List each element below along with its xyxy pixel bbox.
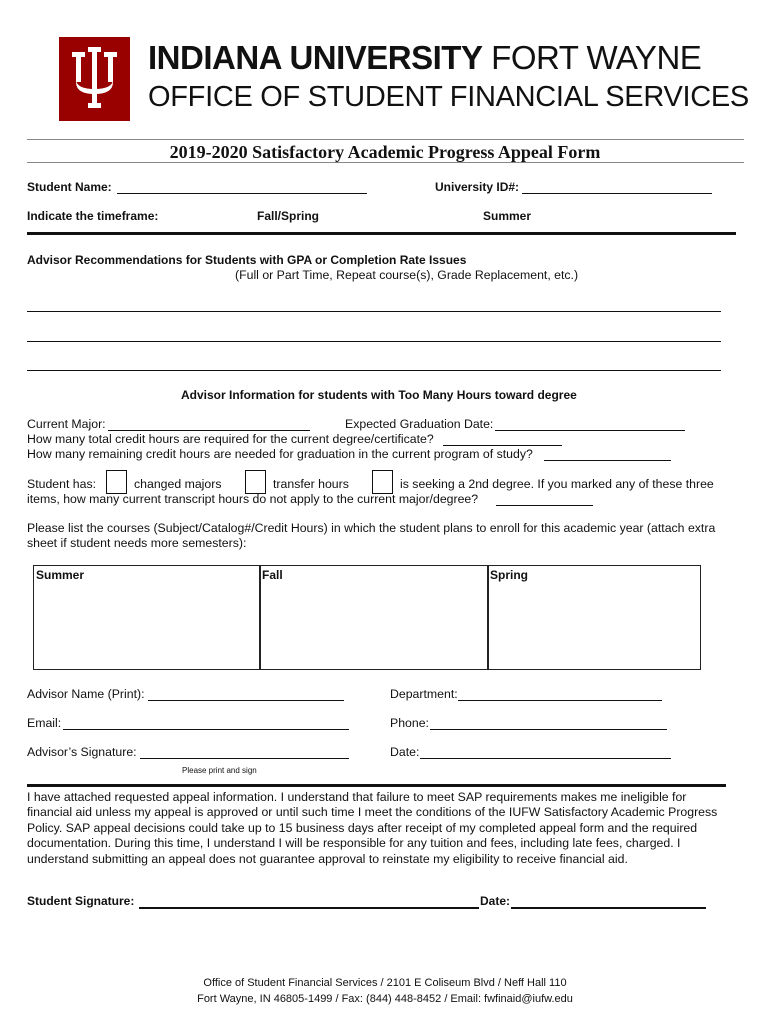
footer-contact: Fort Wayne, IN 46805-1499 / Fax: (844) 448-8452 / Email: fwfinaid@iufw.edu <box>197 993 573 1005</box>
university-id-field[interactable] <box>522 193 712 194</box>
print-sign-note: Please print and sign <box>182 766 257 775</box>
items-hours-field[interactable] <box>496 505 593 506</box>
courses-fall-header: Fall <box>262 568 283 582</box>
student-signature-label: Student Signature: <box>27 894 135 908</box>
advisor-rec-subheading: (Full or Part Time, Repeat course(s), Grade Replacement, etc.) <box>235 268 579 282</box>
footer-address: Office of Student Financial Services / 2101 E Coliseum Blvd / Neff Hall 110 <box>203 977 567 989</box>
advisor-signature-field[interactable] <box>140 758 349 759</box>
department-field[interactable] <box>458 700 662 701</box>
statement-line-3: Policy. SAP appeal decisions could take up to 15 business days after receipt of my completed appeal form and the required <box>27 820 698 835</box>
total-hours-field[interactable] <box>443 445 562 446</box>
statement-divider <box>27 784 726 787</box>
email-label: Email: <box>27 716 62 730</box>
email-field[interactable] <box>63 729 349 730</box>
advisor-name-field[interactable] <box>148 700 344 701</box>
statement-line-5: understand submitting an appeal does not guarantee approval to reinstate my eligibility to receive financial aid. <box>27 851 628 866</box>
items-hours-label: items, how many current transcript hours do not apply to the current major/degree? <box>27 492 479 506</box>
recommendation-line-3[interactable] <box>27 370 721 371</box>
university-id-label: University ID#: <box>435 180 520 194</box>
phone-field[interactable] <box>430 729 667 730</box>
courses-prompt-2: sheet if student needs more semesters): <box>27 536 247 550</box>
student-has-label: Student has: <box>27 477 97 491</box>
section-divider <box>27 232 736 235</box>
timeframe-summer[interactable]: Summer <box>483 209 532 223</box>
office-name: OFFICE OF STUDENT FINANCIAL SERVICES <box>148 81 749 113</box>
advisor-date-label: Date: <box>390 745 420 759</box>
student-date-label: Date: <box>480 894 511 908</box>
second-degree-label: is seeking a 2nd degree. If you marked any of these three <box>400 477 714 491</box>
timeframe-fall-spring[interactable]: Fall/Spring <box>257 209 320 223</box>
student-signature-field[interactable] <box>139 907 479 909</box>
university-campus: FORT WAYNE <box>491 39 702 76</box>
advisor-info-heading: Advisor Information for students with Too Many Hours toward degree <box>181 388 577 402</box>
second-degree-checkbox[interactable] <box>372 470 393 494</box>
iu-trident-logo <box>59 37 130 121</box>
timeframe-label: Indicate the timeframe: <box>27 209 159 223</box>
courses-prompt-1: Please list the courses (Subject/Catalog#/Credit Hours) in which the student plans to enroll for this academic year (attach extra <box>27 521 716 535</box>
expected-grad-label: Expected Graduation Date: <box>345 417 494 431</box>
advisor-signature-label: Advisor’s Signature: <box>27 745 137 759</box>
title-divider <box>27 162 744 163</box>
courses-spring-cell[interactable] <box>487 565 701 670</box>
transfer-hours-label: transfer hours <box>273 477 349 491</box>
advisor-date-field[interactable] <box>420 758 671 759</box>
recommendation-line-2[interactable] <box>27 341 721 342</box>
total-hours-label: How many total credit hours are required for the current degree/certificate? <box>27 432 434 446</box>
advisor-rec-heading: Advisor Recommendations for Students with GPA or Completion Rate Issues <box>27 253 467 267</box>
advisor-name-label: Advisor Name (Print): <box>27 687 145 701</box>
courses-spring-header: Spring <box>490 568 528 582</box>
header-divider <box>27 139 744 140</box>
student-name-field[interactable] <box>117 193 367 194</box>
form-title: 2019-2020 Satisfactory Academic Progress Appeal Form <box>169 142 601 162</box>
university-bold: INDIANA UNIVERSITY <box>148 39 483 76</box>
student-date-field[interactable] <box>511 907 706 909</box>
appeal-statement <box>27 790 717 867</box>
remaining-hours-label: How many remaining credit hours are needed for graduation in the current program of study? <box>27 447 533 461</box>
transfer-hours-checkbox[interactable] <box>245 470 266 494</box>
courses-summer-cell[interactable] <box>33 565 261 670</box>
department-label: Department: <box>390 687 458 701</box>
statement-line-1: I have attached requested appeal information. I understand that failure to meet SAP requirements makes me ineligible for <box>27 790 687 804</box>
remaining-hours-field[interactable] <box>544 460 671 461</box>
changed-majors-label: changed majors <box>134 477 222 491</box>
university-name <box>148 40 701 76</box>
statement-line-2: financial aid unless my appeal is approved or until such time I meet the conditions of the IUFW Satisfactory Academic Progress <box>27 805 718 820</box>
changed-majors-checkbox[interactable] <box>106 470 127 494</box>
trident-icon <box>59 37 130 121</box>
recommendation-line-1[interactable] <box>27 311 721 312</box>
expected-grad-field[interactable] <box>495 430 685 431</box>
phone-label: Phone: <box>390 716 429 730</box>
statement-line-4: documentation. During this time, I understand I will be responsible for any tuition and fees, including late fees, charged. I <box>27 836 681 851</box>
current-major-label: Current Major: <box>27 417 106 431</box>
courses-fall-cell[interactable] <box>259 565 489 670</box>
student-name-label: Student Name: <box>27 180 112 194</box>
current-major-field[interactable] <box>108 430 310 431</box>
courses-summer-header: Summer <box>36 568 85 582</box>
